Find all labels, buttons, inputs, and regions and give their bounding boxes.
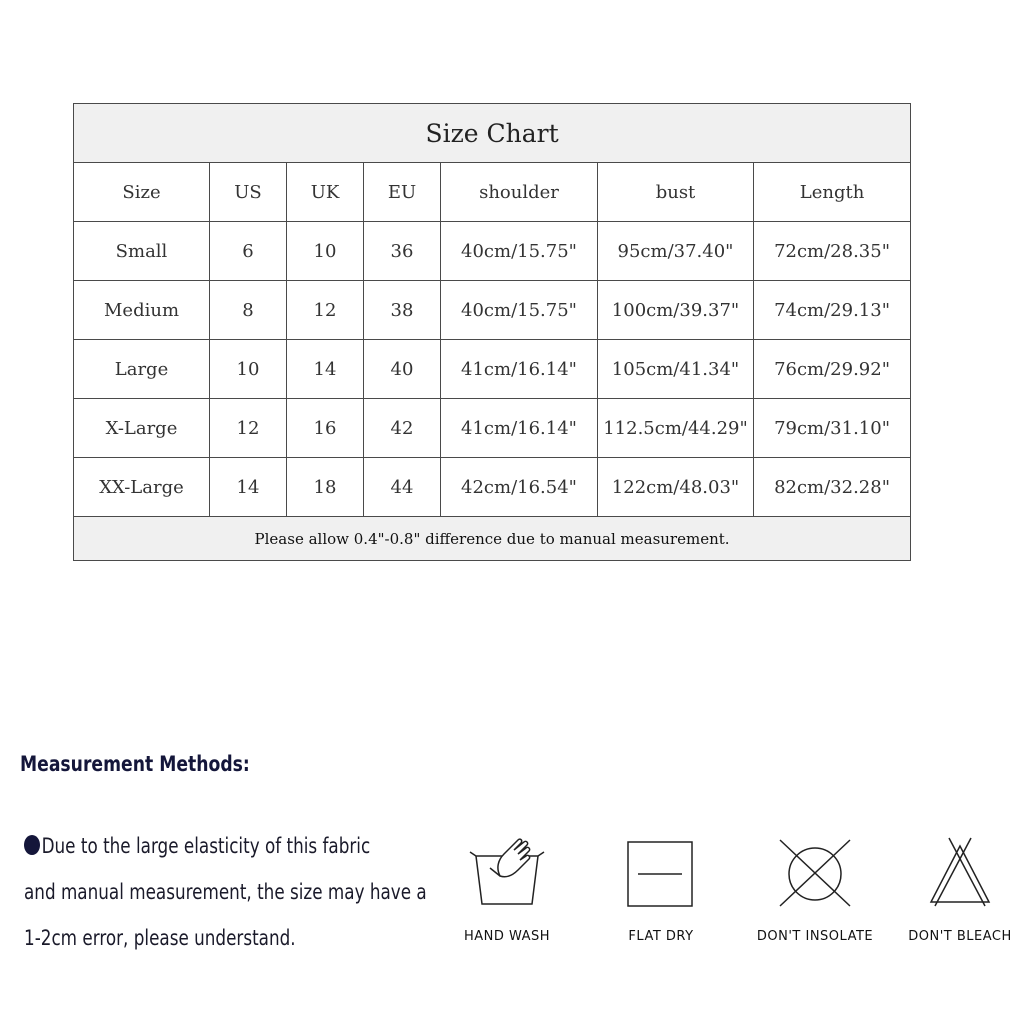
header-uk: UK bbox=[287, 163, 364, 222]
dont-insolate-icon bbox=[770, 832, 860, 907]
cell-shoulder: 42cm/16.54" bbox=[441, 458, 598, 517]
bullet-icon bbox=[24, 835, 40, 855]
header-shoulder: shoulder bbox=[441, 163, 598, 222]
care-hand-wash bbox=[452, 832, 562, 944]
cell-eu: 38 bbox=[364, 281, 441, 340]
header-length: Length bbox=[754, 163, 911, 222]
cell-shoulder: 40cm/15.75" bbox=[441, 281, 598, 340]
table-header-row bbox=[74, 163, 911, 222]
cell-size: XX-Large bbox=[74, 458, 210, 517]
measurement-line bbox=[24, 826, 440, 872]
cell-us: 6 bbox=[210, 222, 287, 281]
dont-bleach-icon bbox=[915, 832, 1005, 907]
cell-bust: 100cm/39.37" bbox=[598, 281, 754, 340]
care-label: HAND WASH bbox=[463, 929, 551, 944]
cell-eu: 36 bbox=[364, 222, 441, 281]
header-eu: EU bbox=[364, 163, 441, 222]
cell-bust: 112.5cm/44.29" bbox=[598, 399, 754, 458]
cell-size: Small bbox=[74, 222, 210, 281]
measurement-note: Please allow 0.4"-0.8" difference due to manual measurement. bbox=[74, 517, 911, 561]
cell-shoulder: 40cm/15.75" bbox=[441, 222, 598, 281]
care-label: DON'T BLEACH bbox=[908, 929, 1012, 944]
care-dont-insolate bbox=[752, 832, 878, 944]
cell-uk: 16 bbox=[287, 399, 364, 458]
cell-size: Large bbox=[74, 340, 210, 399]
cell-us: 14 bbox=[210, 458, 287, 517]
table-row bbox=[74, 222, 911, 281]
cell-eu: 44 bbox=[364, 458, 441, 517]
cell-length: 76cm/29.92" bbox=[754, 340, 911, 399]
cell-bust: 122cm/48.03" bbox=[598, 458, 754, 517]
cell-uk: 18 bbox=[287, 458, 364, 517]
table-row bbox=[74, 399, 911, 458]
measurement-line-text: Due to the large elasticity of this fabric bbox=[41, 834, 371, 858]
cell-length: 79cm/31.10" bbox=[754, 399, 911, 458]
measurement-methods-text bbox=[24, 826, 440, 964]
flat-dry-icon bbox=[616, 832, 706, 907]
size-chart-title: Size Chart bbox=[74, 104, 911, 163]
header-bust: bust bbox=[598, 163, 754, 222]
care-dont-bleach bbox=[902, 832, 1018, 944]
header-us: US bbox=[210, 163, 287, 222]
table-row bbox=[74, 281, 911, 340]
cell-uk: 12 bbox=[287, 281, 364, 340]
cell-size: Medium bbox=[74, 281, 210, 340]
care-label: DON'T INSOLATE bbox=[756, 929, 874, 944]
cell-length: 72cm/28.35" bbox=[754, 222, 911, 281]
cell-size: X-Large bbox=[74, 399, 210, 458]
cell-bust: 105cm/41.34" bbox=[598, 340, 754, 399]
cell-length: 82cm/32.28" bbox=[754, 458, 911, 517]
cell-us: 10 bbox=[210, 340, 287, 399]
table-row bbox=[74, 340, 911, 399]
table-row bbox=[74, 458, 911, 517]
hand-wash-icon bbox=[462, 832, 552, 907]
cell-bust: 95cm/37.40" bbox=[598, 222, 754, 281]
cell-shoulder: 41cm/16.14" bbox=[441, 399, 598, 458]
cell-uk: 14 bbox=[287, 340, 364, 399]
cell-shoulder: 41cm/16.14" bbox=[441, 340, 598, 399]
measurement-line: 1-2cm error, please understand. bbox=[24, 926, 296, 950]
header-size: Size bbox=[74, 163, 210, 222]
cell-uk: 10 bbox=[287, 222, 364, 281]
measurement-methods-title: Measurement Methods: bbox=[20, 752, 250, 776]
measurement-line: and manual measurement, the size may have a bbox=[24, 880, 427, 904]
cell-us: 12 bbox=[210, 399, 287, 458]
cell-eu: 42 bbox=[364, 399, 441, 458]
care-flat-dry bbox=[606, 832, 716, 944]
cell-eu: 40 bbox=[364, 340, 441, 399]
cell-length: 74cm/29.13" bbox=[754, 281, 911, 340]
size-chart-table bbox=[73, 103, 911, 561]
care-label: FLAT DRY bbox=[628, 929, 694, 944]
cell-us: 8 bbox=[210, 281, 287, 340]
